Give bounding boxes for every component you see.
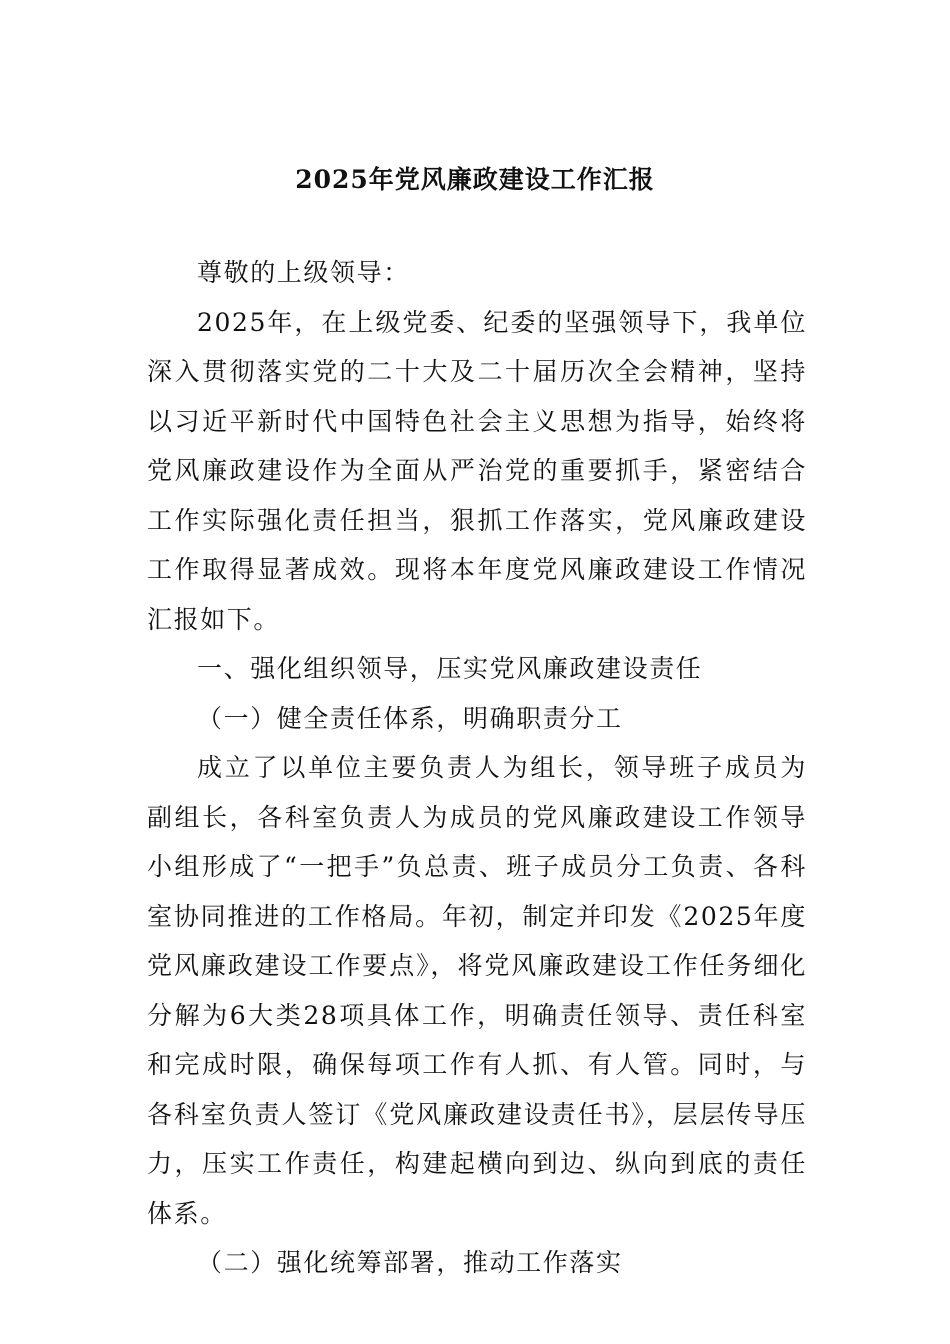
document-title: 2025年党风廉政建设工作汇报	[295, 165, 655, 194]
intro-paragraph: 2025年，在上级党委、纪委的坚强领导下，我单位深入贯彻落实党的二十大及二十届历次全会精神，坚持以习近平新时代中国特色社会主义思想为指导，始终将党风廉政建设作为全面从严治党的重要抓手，紧密结合工作实际强化责任担当，狠抓工作落实，党风廉政建设工作取得显著成效。现将本年度党风廉政建设工作情况汇报如下。	[147, 307, 807, 634]
subsection-heading-1: （一）健全责任体系，明确职责分工	[197, 703, 623, 733]
body-paragraph: 成立了以单位主要负责人为组长，领导班子成员为副组长，各科室负责人为成员的党风廉政建设工作领导小组形成了“一把手”负总责、班子成员分工负责、各科室协同推进的工作格局。年初，制定并印发《2025年度党风廉政建设工作要点》，将党风廉政建设工作任务细化分解为6大类28项具体工作，明确责任领导、责任科室和完成时限，确保每项工作有人抓、有人管。同时，与各科室负责人签订《党风廉政建设责任书》，层层传导压力，压实工作责任，构建起横向到边、纵向到底的责任体系。	[147, 753, 807, 1228]
section-heading-1: 一、强化组织领导，压实党风廉政建设责任	[197, 654, 703, 683]
subsection-heading-2: （二）强化统筹部署，推动工作落实	[197, 1248, 623, 1277]
salutation: 尊敬的上级领导：	[197, 258, 410, 287]
document-body	[147, 248, 807, 1288]
